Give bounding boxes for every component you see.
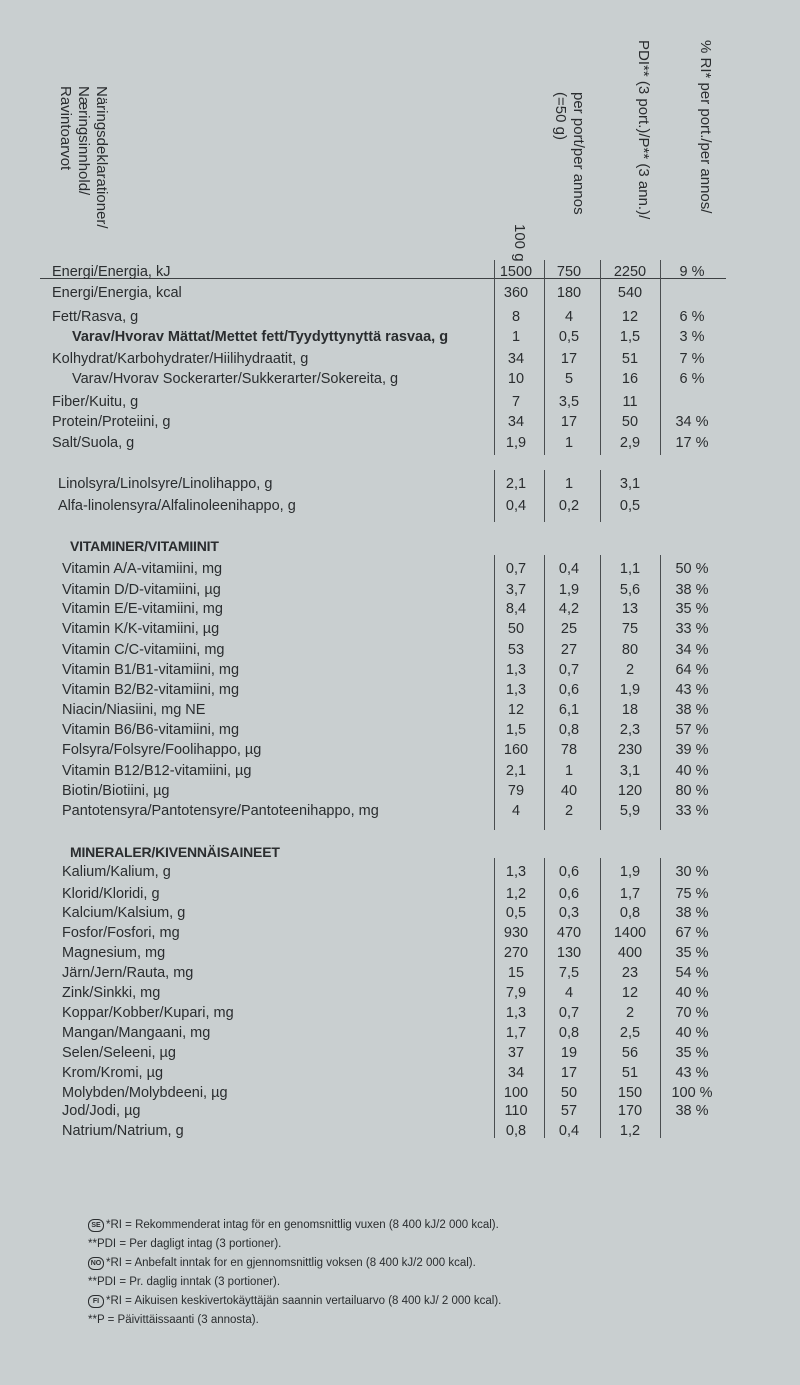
value-per-portion: 6,1 bbox=[558, 702, 580, 718]
value-100g: 1 bbox=[511, 329, 521, 345]
value-pdi: 80 bbox=[621, 642, 639, 658]
value-ri-percent: 40 % bbox=[675, 985, 709, 1001]
header-col-per-portion: per port/per annos (=50 g) bbox=[552, 92, 587, 215]
value-per-portion: 0,8 bbox=[558, 722, 580, 738]
nutrient-label: Vitamin B2/B2-vitamiini, mg bbox=[62, 682, 240, 698]
table-row bbox=[0, 761, 800, 781]
value-pdi: 2,9 bbox=[619, 435, 641, 451]
value-per-portion: 0,5 bbox=[558, 329, 580, 345]
value-pdi: 1,1 bbox=[619, 561, 641, 577]
value-per-portion: 1 bbox=[564, 763, 574, 779]
nutrient-label: Molybden/Molybdeeni, µg bbox=[62, 1085, 228, 1101]
value-pdi: 12 bbox=[621, 309, 639, 325]
value-ri-percent: 7 % bbox=[679, 351, 705, 367]
value-100g: 0,8 bbox=[505, 1123, 527, 1139]
table-row bbox=[0, 862, 800, 882]
footnote-text: *RI = Rekommenderat intag för en genomsnittlig vuxen (8 400 kJ/2 000 kcal). bbox=[106, 1219, 499, 1231]
value-ri-percent: 100 % bbox=[671, 1085, 713, 1101]
value-100g: 1500 bbox=[499, 264, 533, 280]
value-pdi: 11 bbox=[622, 394, 638, 410]
nutrient-label: Natrium/Natrium, g bbox=[62, 1123, 184, 1139]
value-ri-percent: 39 % bbox=[675, 742, 709, 758]
value-100g: 2,1 bbox=[505, 763, 527, 779]
nutrient-label: Vitamin E/E-vitamiini, mg bbox=[62, 601, 223, 617]
value-pdi: 75 bbox=[621, 621, 639, 637]
table-row bbox=[0, 474, 800, 494]
value-pdi: 1,7 bbox=[619, 886, 641, 902]
value-ri-percent: 75 % bbox=[675, 886, 709, 902]
nutrient-label: Energi/Energia, kcal bbox=[52, 285, 182, 301]
value-pdi: 12 bbox=[621, 985, 639, 1001]
value-100g: 1,3 bbox=[505, 682, 527, 698]
value-pdi: 2,5 bbox=[619, 1025, 641, 1041]
value-ri-percent: 33 % bbox=[675, 803, 709, 819]
value-100g: 110 bbox=[504, 1103, 528, 1119]
table-row bbox=[0, 392, 800, 412]
table-row bbox=[0, 923, 800, 943]
header-col-pdi: PDI** (3 port.)/P** (3 ann.)/ bbox=[635, 40, 652, 220]
value-100g: 8,4 bbox=[505, 601, 527, 617]
nutrient-label: Vitamin B1/B1-vitamiini, mg bbox=[62, 662, 240, 678]
value-pdi: 0,8 bbox=[619, 905, 641, 921]
value-100g: 1,5 bbox=[505, 722, 527, 738]
value-ri-percent: 50 % bbox=[675, 561, 709, 577]
value-per-portion: 1 bbox=[564, 435, 574, 451]
nutrient-label: Pantotensyra/Pantotensyre/Pantoteenihappo, mg bbox=[62, 803, 379, 819]
nutrient-label: Krom/Kromi, µg bbox=[62, 1065, 164, 1081]
value-per-portion: 0,8 bbox=[558, 1025, 580, 1041]
value-per-portion: 0,7 bbox=[558, 1005, 580, 1021]
value-100g: 50 bbox=[507, 621, 525, 637]
header-col-100g: 100 g bbox=[511, 224, 528, 262]
value-ri-percent: 9 % bbox=[679, 264, 705, 280]
value-ri-percent: 6 % bbox=[679, 371, 705, 387]
nutrient-label: Vitamin B12/B12-vitamiini, µg bbox=[62, 763, 252, 779]
nutrient-label: Selen/Seleeni, µg bbox=[62, 1045, 176, 1061]
value-ri-percent: 38 % bbox=[675, 1103, 709, 1119]
value-100g: 0,5 bbox=[505, 905, 527, 921]
value-per-portion: 0,6 bbox=[558, 864, 580, 880]
table-row bbox=[0, 327, 800, 347]
value-ri-percent: 57 % bbox=[675, 722, 709, 738]
nutrient-label: Järn/Jern/Rauta, mg bbox=[62, 965, 194, 981]
value-ri-percent: 35 % bbox=[675, 601, 709, 617]
nutrient-label: Zink/Sinkki, mg bbox=[62, 985, 161, 1001]
table-row bbox=[0, 963, 800, 983]
nutrient-label: Jod/Jodi, µg bbox=[62, 1103, 141, 1119]
value-pdi: 230 bbox=[617, 742, 643, 758]
value-per-portion: 1 bbox=[564, 476, 574, 492]
value-pdi: 13 bbox=[621, 601, 639, 617]
value-ri-percent: 34 % bbox=[675, 414, 709, 430]
value-100g: 7 bbox=[511, 394, 521, 410]
table-row bbox=[0, 680, 800, 700]
table-row bbox=[0, 660, 800, 680]
value-pdi: 2 bbox=[625, 662, 635, 678]
value-ri-percent: 67 % bbox=[675, 925, 709, 941]
value-100g: 7,9 bbox=[505, 985, 527, 1001]
nutrient-label: Vitamin A/A-vitamiini, mg bbox=[62, 561, 223, 577]
value-pdi: 1,9 bbox=[619, 682, 641, 698]
value-ri-percent: 43 % bbox=[675, 1065, 709, 1081]
value-per-portion: 750 bbox=[556, 264, 582, 280]
footnote-text: *RI = Anbefalt inntak for en gjennomsnittlig voksen (8 400 kJ/2 000 kcal). bbox=[106, 1257, 476, 1269]
value-100g: 10 bbox=[507, 371, 525, 387]
nutrient-label: Vitamin B6/B6-vitamiini, mg bbox=[62, 722, 240, 738]
value-100g: 1,3 bbox=[505, 662, 527, 678]
nutrient-label: Energi/Energia, kJ bbox=[52, 264, 171, 280]
value-ri-percent: 33 % bbox=[675, 621, 709, 637]
value-100g: 1,7 bbox=[505, 1025, 527, 1041]
table-row bbox=[0, 1083, 800, 1103]
table-row bbox=[0, 262, 800, 282]
value-100g: 34 bbox=[507, 414, 525, 430]
value-pdi: 51 bbox=[621, 351, 639, 367]
value-per-portion: 17 bbox=[560, 351, 578, 367]
value-per-portion: 4 bbox=[564, 985, 574, 1001]
value-pdi: 50 bbox=[621, 414, 639, 430]
value-100g: 1,9 bbox=[505, 435, 527, 451]
value-100g: 930 bbox=[503, 925, 529, 941]
value-ri-percent: 80 % bbox=[675, 783, 709, 799]
value-ri-percent: 6 % bbox=[679, 309, 705, 325]
value-100g: 12 bbox=[507, 702, 525, 718]
value-pdi: 2250 bbox=[613, 264, 647, 280]
value-100g: 3,7 bbox=[505, 582, 527, 598]
value-ri-percent: 38 % bbox=[675, 702, 709, 718]
table-row bbox=[0, 720, 800, 740]
table-row bbox=[0, 412, 800, 432]
value-100g: 160 bbox=[503, 742, 529, 758]
nutrient-label: Koppar/Kobber/Kupari, mg bbox=[62, 1005, 234, 1021]
value-per-portion: 57 bbox=[560, 1103, 578, 1119]
value-pdi: 540 bbox=[617, 285, 643, 301]
footnote-text: *RI = Aikuisen keskivertokäyttäjän saannin vertailuarvo (8 400 kJ/ 2 000 kcal). bbox=[106, 1295, 502, 1307]
value-ri-percent: 30 % bbox=[675, 864, 709, 880]
country-badge-icon: SE bbox=[88, 1219, 104, 1232]
nutrient-label: Kalcium/Kalsium, g bbox=[62, 905, 186, 921]
value-ri-percent: 40 % bbox=[675, 1025, 709, 1041]
table-row bbox=[0, 640, 800, 660]
section-title: MINERALER/KIVENNÄISAINEET bbox=[70, 844, 280, 860]
value-100g: 0,7 bbox=[505, 561, 527, 577]
nutrient-label: Kolhydrat/Karbohydrater/Hiilihydraatit, g bbox=[52, 351, 309, 367]
value-pdi: 2,3 bbox=[619, 722, 641, 738]
value-100g: 34 bbox=[507, 351, 525, 367]
table-row bbox=[0, 1043, 800, 1063]
nutrient-label: Niacin/Niasiini, mg NE bbox=[62, 702, 206, 718]
nutrient-label: Salt/Suola, g bbox=[52, 435, 135, 451]
table-row bbox=[0, 307, 800, 327]
value-per-portion: 470 bbox=[556, 925, 582, 941]
value-pdi: 0,5 bbox=[619, 498, 641, 514]
nutrient-label: Vitamin C/C-vitamiini, mg bbox=[62, 642, 225, 658]
value-pdi: 1,5 bbox=[619, 329, 641, 345]
value-per-portion: 17 bbox=[560, 1065, 578, 1081]
value-per-portion: 0,4 bbox=[558, 561, 580, 577]
table-row bbox=[0, 1023, 800, 1043]
table-row bbox=[0, 496, 800, 516]
value-per-portion: 130 bbox=[556, 945, 582, 961]
nutrient-label: Biotin/Biotiini, µg bbox=[62, 783, 170, 799]
value-100g: 1,3 bbox=[505, 864, 527, 880]
table-row bbox=[0, 1101, 800, 1121]
table-row bbox=[0, 1063, 800, 1083]
nutrient-label: Fosfor/Fosfori, mg bbox=[62, 925, 180, 941]
value-ri-percent: 35 % bbox=[675, 1045, 709, 1061]
value-pdi: 18 bbox=[621, 702, 639, 718]
value-pdi: 1400 bbox=[613, 925, 647, 941]
value-ri-percent: 70 % bbox=[675, 1005, 709, 1021]
value-100g: 15 bbox=[507, 965, 525, 981]
value-ri-percent: 38 % bbox=[675, 905, 709, 921]
table-row bbox=[0, 559, 800, 579]
table-row bbox=[0, 580, 800, 600]
value-per-portion: 27 bbox=[560, 642, 578, 658]
value-per-portion: 17 bbox=[560, 414, 578, 430]
footnote-line bbox=[88, 1217, 499, 1234]
value-per-portion: 7,5 bbox=[558, 965, 580, 981]
section-title: VITAMINER/VITAMIINIT bbox=[70, 538, 219, 554]
value-pdi: 400 bbox=[617, 945, 643, 961]
value-per-portion: 78 bbox=[560, 742, 578, 758]
table-row bbox=[0, 943, 800, 963]
value-ri-percent: 34 % bbox=[675, 642, 709, 658]
value-pdi: 1,9 bbox=[619, 864, 641, 880]
value-ri-percent: 35 % bbox=[675, 945, 709, 961]
value-per-portion: 0,7 bbox=[558, 662, 580, 678]
nutrient-label: Magnesium, mg bbox=[62, 945, 166, 961]
value-pdi: 2 bbox=[625, 1005, 635, 1021]
value-per-portion: 0,6 bbox=[558, 886, 580, 902]
table-row bbox=[0, 349, 800, 369]
table-row bbox=[0, 1003, 800, 1023]
nutrient-label: Klorid/Kloridi, g bbox=[62, 886, 160, 902]
value-ri-percent: 43 % bbox=[675, 682, 709, 698]
value-per-portion: 0,2 bbox=[558, 498, 580, 514]
value-100g: 1,2 bbox=[505, 886, 527, 902]
value-100g: 53 bbox=[507, 642, 525, 658]
table-row bbox=[0, 781, 800, 801]
header-col-ri-percent: % RI* per port./per annos/ bbox=[697, 40, 714, 214]
header-label-col: Näringsdeklarationer/ Næringsinnhold/ Ravintoarvot bbox=[57, 86, 110, 229]
nutrient-label: Mangan/Mangaani, mg bbox=[62, 1025, 211, 1041]
table-row bbox=[0, 700, 800, 720]
footnote-line bbox=[88, 1312, 259, 1329]
value-per-portion: 5 bbox=[564, 371, 574, 387]
table-row bbox=[0, 619, 800, 639]
nutrient-label: Linolsyra/Linolsyre/Linolihappo, g bbox=[58, 476, 273, 492]
nutrient-label: Vitamin K/K-vitamiini, µg bbox=[62, 621, 220, 637]
footnote-text: **P = Päivittäissaanti (3 annosta). bbox=[88, 1314, 259, 1326]
value-100g: 8 bbox=[511, 309, 521, 325]
table-row bbox=[0, 369, 800, 389]
value-per-portion: 25 bbox=[560, 621, 578, 637]
value-ri-percent: 38 % bbox=[675, 582, 709, 598]
nutrient-label: Alfa-linolensyra/Alfalinoleenihappo, g bbox=[58, 498, 296, 514]
footnote-line bbox=[88, 1236, 281, 1253]
footnote-line bbox=[88, 1274, 280, 1291]
nutrient-label: Kalium/Kalium, g bbox=[62, 864, 171, 880]
value-pdi: 170 bbox=[617, 1103, 643, 1119]
nutrient-label: Varav/Hvorav Sockerarter/Sukkerarter/Sokereita, g bbox=[72, 371, 399, 387]
table-row bbox=[0, 983, 800, 1003]
table-row bbox=[0, 740, 800, 760]
table-row bbox=[0, 433, 800, 453]
table-row bbox=[0, 884, 800, 904]
value-per-portion: 3,5 bbox=[558, 394, 580, 410]
value-100g: 79 bbox=[507, 783, 525, 799]
table-row bbox=[0, 283, 800, 303]
value-100g: 360 bbox=[503, 285, 529, 301]
footnote-line bbox=[88, 1293, 501, 1310]
value-100g: 100 bbox=[503, 1085, 529, 1101]
value-100g: 4 bbox=[511, 803, 521, 819]
value-per-portion: 4,2 bbox=[558, 601, 580, 617]
country-badge-icon: NO bbox=[88, 1257, 104, 1270]
value-ri-percent: 40 % bbox=[675, 763, 709, 779]
value-100g: 1,3 bbox=[505, 1005, 527, 1021]
value-pdi: 3,1 bbox=[619, 476, 641, 492]
nutrient-label: Protein/Proteiini, g bbox=[52, 414, 171, 430]
value-pdi: 3,1 bbox=[619, 763, 641, 779]
value-per-portion: 1,9 bbox=[558, 582, 580, 598]
value-pdi: 150 bbox=[617, 1085, 643, 1101]
value-100g: 0,4 bbox=[505, 498, 527, 514]
nutrient-label: Fiber/Kuitu, g bbox=[52, 394, 139, 410]
value-pdi: 51 bbox=[621, 1065, 639, 1081]
value-per-portion: 50 bbox=[560, 1085, 578, 1101]
value-ri-percent: 64 % bbox=[675, 662, 709, 678]
value-ri-percent: 3 % bbox=[679, 329, 705, 345]
value-pdi: 120 bbox=[617, 783, 643, 799]
value-per-portion: 0,6 bbox=[558, 682, 580, 698]
country-badge-icon: FI bbox=[88, 1295, 104, 1308]
value-pdi: 5,9 bbox=[619, 803, 641, 819]
value-ri-percent: 54 % bbox=[675, 965, 709, 981]
footnote-text: **PDI = Per dagligt intag (3 portioner). bbox=[88, 1238, 282, 1250]
footnote-text: **PDI = Pr. daglig inntak (3 portioner). bbox=[88, 1276, 281, 1288]
value-per-portion: 0,4 bbox=[558, 1123, 580, 1139]
table-row bbox=[0, 903, 800, 923]
value-pdi: 5,6 bbox=[619, 582, 641, 598]
value-pdi: 23 bbox=[621, 965, 639, 981]
value-ri-percent: 17 % bbox=[675, 435, 709, 451]
table-row bbox=[0, 801, 800, 821]
value-pdi: 56 bbox=[621, 1045, 639, 1061]
footnote-line bbox=[88, 1255, 476, 1272]
value-100g: 37 bbox=[507, 1045, 525, 1061]
value-100g: 270 bbox=[503, 945, 529, 961]
value-per-portion: 40 bbox=[560, 783, 578, 799]
value-per-portion: 2 bbox=[564, 803, 574, 819]
value-per-portion: 19 bbox=[560, 1045, 578, 1061]
value-per-portion: 0,3 bbox=[558, 905, 580, 921]
nutrient-label: Vitamin D/D-vitamiini, µg bbox=[62, 582, 221, 598]
nutrient-label: Varav/Hvorav Mättat/Mettet fett/Tyydyttynyttä rasvaa, g bbox=[72, 329, 449, 345]
table-row bbox=[0, 599, 800, 619]
value-per-portion: 180 bbox=[556, 285, 582, 301]
value-per-portion: 4 bbox=[564, 309, 574, 325]
nutrient-label: Folsyra/Folsyre/Foolihappo, µg bbox=[62, 742, 262, 758]
nutrient-label: Fett/Rasva, g bbox=[52, 309, 139, 325]
value-pdi: 1,2 bbox=[619, 1123, 641, 1139]
value-100g: 34 bbox=[507, 1065, 525, 1081]
value-100g: 2,1 bbox=[505, 476, 527, 492]
table-row bbox=[0, 1121, 800, 1141]
value-pdi: 16 bbox=[621, 371, 639, 387]
